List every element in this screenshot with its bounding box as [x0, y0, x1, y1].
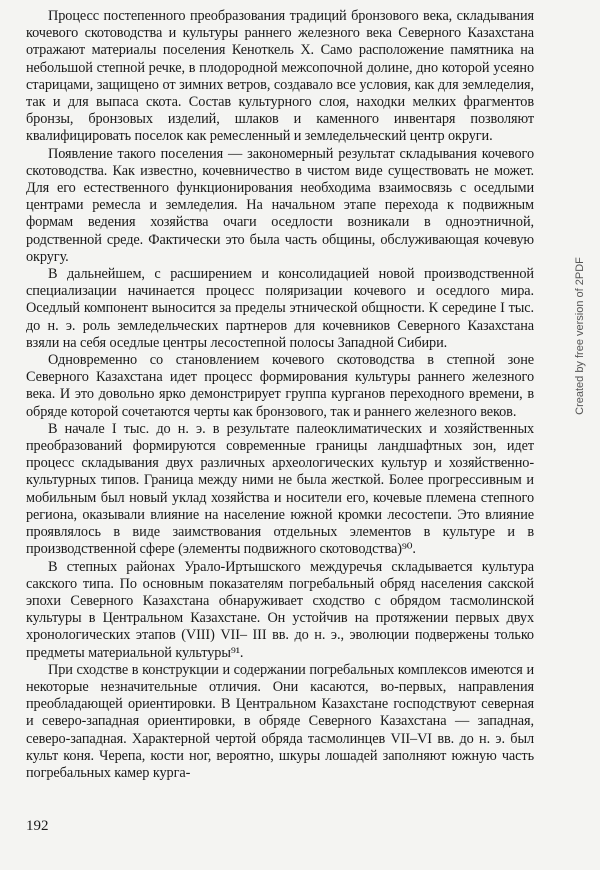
watermark-text: Created by free version of 2PDF: [574, 257, 586, 415]
paragraph-3: В дальнейшем, с расширением и консолидацией новой производственной специализации начинается процесс поляризации кочевого и оседлого мира. Оседлый компонент выносится за пределы этнической общности. К середине I тыс. до н. э. роль земледельческих партнеров для кочевников Северного Казахстана взяли на себя оседлые центры лесостепной полосы Западной Сибири.: [26, 266, 534, 351]
page-number: 192: [26, 818, 49, 834]
paragraph-5: В начале I тыс. до н. э. в результате палеоклиматических и хозяйственных преобразований формируются современные границы ландшафтных зон, идет процесс складывания двух различных археологических культур и хозяйственно-культурных типов. Граница между ними не была жесткой. Более прогрессивным и мобильным был новый уклад хозяйства и носители его, кочевые племена степного региона, оказывали влияние на население южной кромки лесостепи. Это влияние проявлялось в виде заимствования отдельных элементов в культуре и в производственной сфере (элементы подвижного скотоводства)⁹⁰.: [26, 420, 534, 558]
paragraph-1: Процесс постепенного преобразования традиций бронзового века, складывания кочевого скотоводства и культуры раннего железного века Северного Казахстана отражают материалы поселения Кеноткель X. Само расположение памятника на небольшой степной речке, в плодородной межсопочной долине, дно которой усеяно старицами, защищено от зимних ветров, создавало все условия, как для земледелия, так и для выпаса скота. Состав культурного слоя, находки мелких фрагментов бронзы, бронзовых изделий, шлаков и каменного инвентаря позволяют квалифицировать поселок как ремесленный и земледельческий центр округи.: [26, 8, 534, 145]
page-body: [26, 8, 534, 782]
paragraph-7: При сходстве в конструкции и содержании погребальных комплексов имеются и некоторые незначительные отличия. Они касаются, во-первых, направления преобладающей ориентировки. В Центральном Казахстане господствуют северная и северо-западная ориентировки, в обряде Северного Казахстана — западная, северо-западная. Характерной чертой обряда тасмолинцев VII–VI вв. до н. э. был культ коня. Черепа, кости ног, вероятно, шкуры лошадей заполняют южную часть погребальных камер курга-: [26, 661, 534, 781]
watermark: [572, 160, 588, 520]
paragraph-6: В степных районах Урало-Иртышского междуречья складывается культура сакского типа. По основным показателям погребальный обряд населения сакской эпохи Северного Казахстана обнаруживает сходство с обрядом тасмолинской культуры в Центральном Казахстане. Он устойчив на протяжении первых двух хронологических этапов (VIII) VII– III вв. до н. э., эволюции подвержены только предметы материальной культуры⁹¹.: [26, 558, 534, 661]
paragraph-2: Появление такого поселения — закономерный результат складывания кочевого скотоводства. Как известно, кочевничество в чистом виде существовать не может. Для его естественного функционирования необходима взаимосвязь с оседлыми центрами ремесла и земледелия. На начальном этапе перехода к подвижным формам ведения хозяйства очаги оседлости возникали в одноэтничной, родственной среде. Фактически это была часть общины, обслуживающая кочевую округу.: [26, 145, 534, 265]
paragraph-4: Одновременно со становлением кочевого скотоводства в степной зоне Северного Казахстана идет процесс формирования культуры раннего железного века. И это довольно ярко демонстрирует группа курганов переходного времени, в обряде которой сочетаются черты как бронзового, так и раннего железного веков.: [26, 352, 534, 420]
